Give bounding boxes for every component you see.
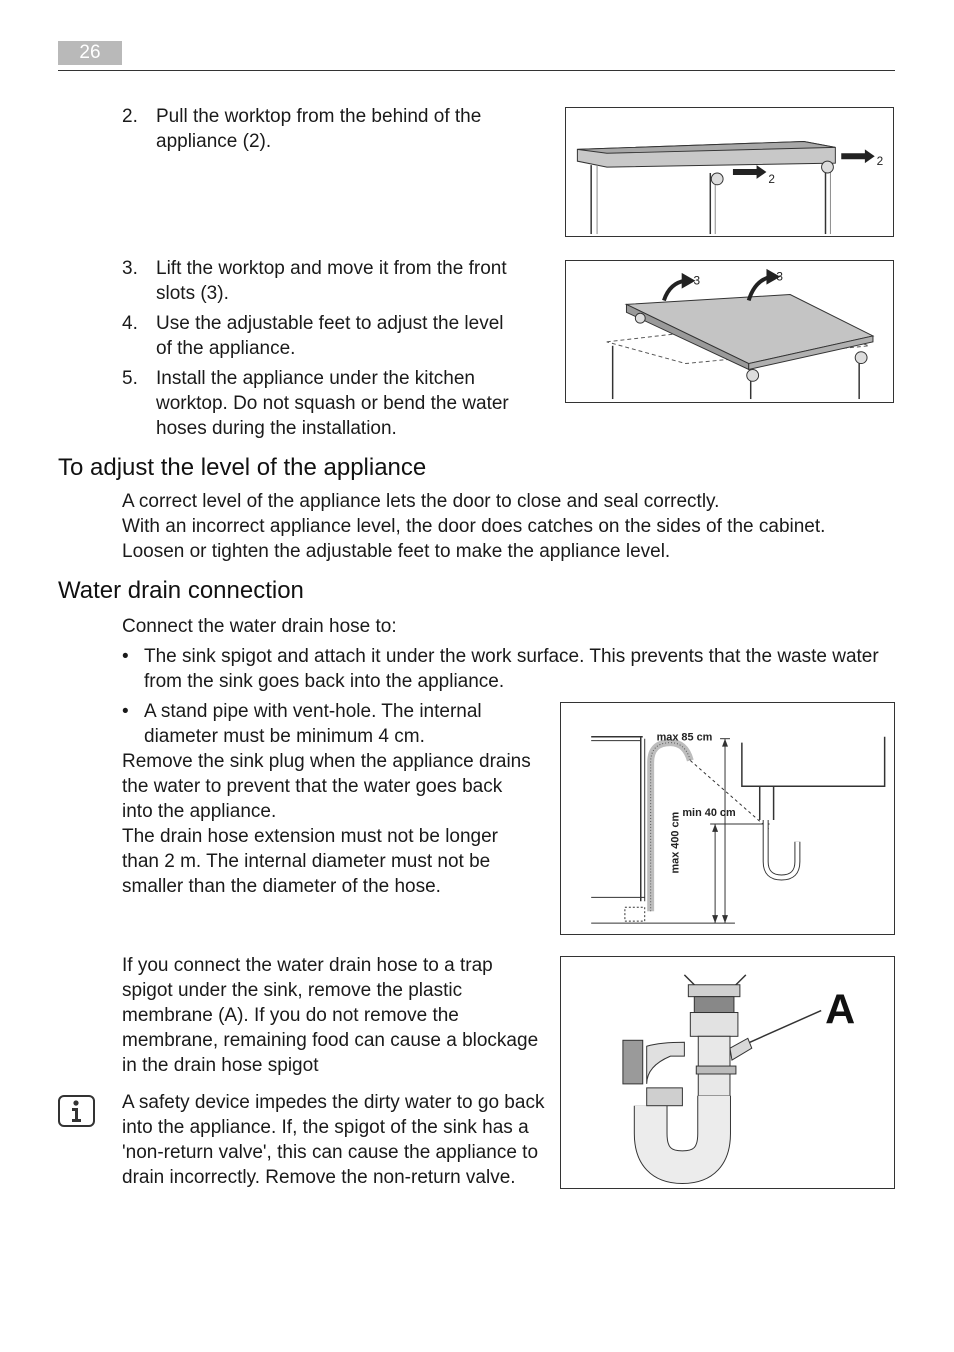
step-2	[122, 104, 512, 154]
section-title-drain: Water drain connection	[58, 577, 304, 604]
siphon-illustration	[561, 957, 894, 1188]
step-number: 4.	[122, 313, 138, 334]
bullet-dot: •	[122, 646, 129, 667]
level-line-1: A correct level of the appliance lets the door to close and seal correctly.	[122, 491, 720, 512]
info-icon	[58, 1095, 95, 1127]
bullet-sink-spigot	[122, 644, 888, 694]
para-sink-plug: Remove the sink plug when the appliance drains the water to prevent that the water goes back into the appliance.	[122, 751, 531, 822]
bullet-stand-pipe	[122, 699, 530, 749]
figure-pull-worktop	[565, 107, 894, 237]
bullet-text: A stand pipe with vent-hole. The internal diameter must be minimum 4 cm.	[144, 701, 482, 747]
step-3	[122, 256, 512, 306]
label-min-height: min 40 cm	[682, 807, 736, 820]
label-max-height: max 85 cm	[656, 731, 713, 744]
step-number: 5.	[122, 368, 138, 389]
figure-drain-heights	[560, 702, 895, 935]
step-4	[122, 311, 522, 361]
info-note: A safety device impedes the dirty water to go back into the appliance. If, the spigot of the sink has a 'non-return valve', this can cause the appliance to drain incorrectly. Remove the non-return valve.	[122, 1092, 545, 1188]
header-rule	[58, 70, 895, 71]
bullet-text: The sink spigot and attach it under the work surface. This prevents that the waste water from the sink goes back into the appliance.	[144, 646, 879, 692]
step-number: 2.	[122, 106, 138, 127]
worktop-lift-illustration	[566, 261, 893, 402]
label-3b: 3	[776, 269, 783, 284]
step-5	[122, 366, 522, 441]
step-text: Use the adjustable feet to adjust the level of the appliance.	[156, 313, 504, 359]
step-number: 3.	[122, 258, 138, 279]
label-3a: 3	[693, 273, 701, 288]
label-a: A	[825, 985, 856, 1033]
page-number: 26	[58, 41, 122, 65]
step-text: Pull the worktop from the behind of the appliance (2).	[156, 106, 482, 152]
level-line-2: With an incorrect appliance level, the door does catches on the sides of the cabinet.	[122, 516, 826, 537]
label-2b: 2	[876, 154, 884, 169]
figure-siphon-membrane	[560, 956, 895, 1189]
figure-lift-worktop	[565, 260, 894, 403]
level-line-3: Loosen or tighten the adjustable feet to make the appliance level.	[122, 541, 671, 562]
worktop-pull-illustration	[566, 108, 893, 236]
section-title-level: To adjust the level of the appliance	[58, 454, 427, 481]
label-max-length: max 400 cm	[669, 811, 682, 874]
drain-heights-diagram	[561, 703, 894, 934]
label-2a: 2	[768, 171, 775, 186]
bullet-dot: •	[122, 701, 129, 722]
drain-intro: Connect the water drain hose to:	[122, 616, 397, 637]
para-trap: If you connect the water drain hose to a trap spigot under the sink, remove the plastic membrane (A). If you do not remove the membrane, remaining food can cause a blockage in the drain hose spigot	[122, 955, 539, 1076]
para-extension: The drain hose extension must not be longer than 2 m. The internal diameter must not be smaller than the diameter of the hose.	[122, 826, 499, 897]
step-text: Install the appliance under the kitchen worktop. Do not squash or bend the water hoses during the installation.	[156, 368, 509, 439]
step-text: Lift the worktop and move it from the front slots (3).	[156, 258, 507, 304]
